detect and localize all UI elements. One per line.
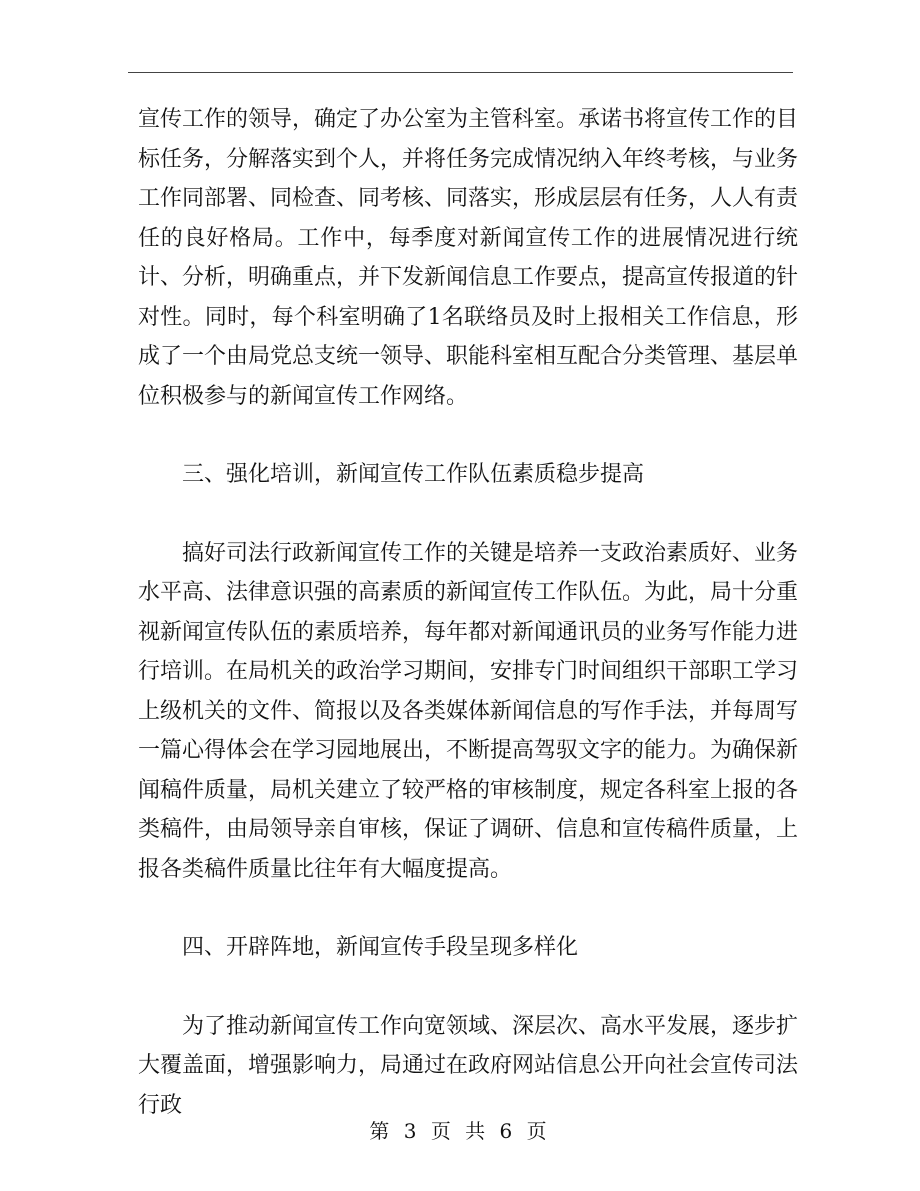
section-heading-4: 四、开辟阵地，新闻宣传手段呈现多样化	[182, 935, 579, 960]
document-body	[138, 100, 798, 1125]
paragraph-gap	[138, 889, 798, 928]
paragraph-3: 为了推动新闻宣传工作向宽领域、深层次、高水平发展，逐步扩大覆盖面，增强影响力，局通过在政府网站信息公开向社会宣传司法行政	[138, 1013, 799, 1118]
section-heading-3: 三、强化培训，新闻宣传工作队伍素质稳步提高	[182, 462, 645, 487]
paragraph-2: 搞好司法行政新闻宣传工作的关键是培养一支政治素质好、业务水平高、法律意识强的高素质的新闻宣传工作队伍。为此，局十分重视新闻宣传队伍的素质培养，每年都对新闻通讯员的业务写作能力进行培训。在局机关的政治学习期间，安排专门时间组织干部职工学习上级机关的文件、简报以及各类媒体新闻信息的写作手法，并每周写一篇心得体会在学习园地展出，不断提高驾驭文字的能力。为确保新闻稿件质量，局机关建立了较严格的审核制度，规定各科室上报的各类稿件，由局领导亲自审核，保证了调研、信息和宣传稿件质量，上报各类稿件质量比往年有大幅度提高。	[138, 540, 799, 882]
paragraph-1: 宣传工作的领导，确定了办公室为主管科室。承诺书将宣传工作的目标任务，分解落实到个人，并将任务完成情况纳入年终考核，与业务工作同部署、同检查、同考核、同落实，形成层层有任务，人人有责任的良好格局。工作中，每季度对新闻宣传工作的进展情况进行统计、分析，明确重点，并下发新闻信息工作要点，提高宣传报道的针对性。同时，每个科室明确了1名联络员及时上报相关工作信息，形成了一个由局党总支统一领导、职能科室相互配合分类管理、基层单位积极参与的新闻宣传工作网络。	[138, 107, 799, 409]
paragraph-gap	[138, 495, 798, 534]
page-footer: 第 3 页 共 6 页	[369, 1119, 551, 1143]
paragraph-gap	[138, 968, 798, 1007]
paragraph-gap	[138, 416, 798, 455]
header-rule	[128, 72, 793, 73]
